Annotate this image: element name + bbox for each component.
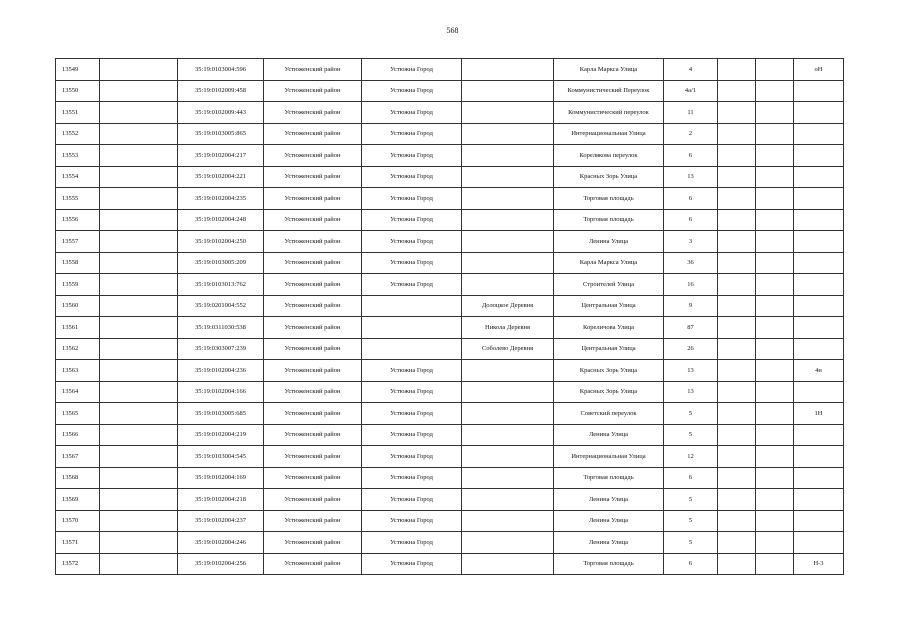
apartment-cell <box>756 274 794 296</box>
table-row <box>56 166 844 188</box>
apartment-cell <box>756 231 794 253</box>
table-row <box>56 338 844 360</box>
table-row <box>56 274 844 296</box>
premises-cell: Н-3 <box>794 553 844 575</box>
district-cell: Устюженский район <box>264 317 362 339</box>
city-cell: Устюжна Город <box>362 553 462 575</box>
cadastral-number-cell: 35:19:0102004:235 <box>178 188 264 210</box>
house-number-cell: 36 <box>664 252 718 274</box>
apartment-cell <box>756 424 794 446</box>
street-cell: Ленина Улица <box>554 231 664 253</box>
district-cell: Устюженский район <box>264 553 362 575</box>
row-id-cell: 13561 <box>56 317 100 339</box>
apartment-cell <box>756 123 794 145</box>
district-cell: Устюженский район <box>264 145 362 167</box>
house-number-cell: 5 <box>664 532 718 554</box>
district-cell: Устюженский район <box>264 424 362 446</box>
table-row <box>56 317 844 339</box>
house-number-cell: 9 <box>664 295 718 317</box>
city-cell: Устюжна Город <box>362 123 462 145</box>
cadastral-number-cell: 35:19:0103005:685 <box>178 403 264 425</box>
table-row <box>56 59 844 81</box>
street-cell: Ленина Улица <box>554 424 664 446</box>
village-cell <box>462 231 554 253</box>
blank-cell <box>100 188 178 210</box>
cadastral-number-cell: 35:19:0201004:552 <box>178 295 264 317</box>
blank-cell <box>100 102 178 124</box>
city-cell: Устюжна Город <box>362 489 462 511</box>
cadastral-number-cell: 35:19:0103004:545 <box>178 446 264 468</box>
row-id-cell: 13549 <box>56 59 100 81</box>
table-row <box>56 510 844 532</box>
street-cell: Советский переулок <box>554 403 664 425</box>
cadastral-number-cell: 35:19:0102004:246 <box>178 532 264 554</box>
apartment-cell <box>756 295 794 317</box>
street-cell: Торговая площадь <box>554 209 664 231</box>
premises-cell <box>794 532 844 554</box>
village-cell: Долоцкое Деревня <box>462 295 554 317</box>
table-row <box>56 553 844 575</box>
house-number-cell: 13 <box>664 381 718 403</box>
apartment-cell <box>756 102 794 124</box>
street-cell: Коммунистический Переулок <box>554 80 664 102</box>
district-cell: Устюженский район <box>264 252 362 274</box>
building-cell <box>718 510 756 532</box>
blank-cell <box>100 145 178 167</box>
table-row <box>56 489 844 511</box>
city-cell: Устюжна Город <box>362 424 462 446</box>
building-cell <box>718 489 756 511</box>
building-cell <box>718 553 756 575</box>
apartment-cell <box>756 166 794 188</box>
apartment-cell <box>756 532 794 554</box>
row-id-cell: 13557 <box>56 231 100 253</box>
blank-cell <box>100 489 178 511</box>
street-cell: Коммунистический переулок <box>554 102 664 124</box>
blank-cell <box>100 446 178 468</box>
city-cell: Устюжна Город <box>362 446 462 468</box>
row-id-cell: 13554 <box>56 166 100 188</box>
blank-cell <box>100 338 178 360</box>
premises-cell <box>794 166 844 188</box>
premises-cell <box>794 231 844 253</box>
city-cell: Устюжна Город <box>362 166 462 188</box>
village-cell <box>462 489 554 511</box>
apartment-cell <box>756 188 794 210</box>
city-cell <box>362 338 462 360</box>
city-cell: Устюжна Город <box>362 532 462 554</box>
village-cell <box>462 145 554 167</box>
cadastral-number-cell: 35:19:0102004:256 <box>178 553 264 575</box>
premises-cell <box>794 188 844 210</box>
registry-table <box>55 58 844 575</box>
table-row <box>56 446 844 468</box>
building-cell <box>718 360 756 382</box>
row-id-cell: 13558 <box>56 252 100 274</box>
table-row <box>56 424 844 446</box>
street-cell: Красных Зорь Улица <box>554 166 664 188</box>
city-cell: Устюжна Город <box>362 381 462 403</box>
district-cell: Устюженский район <box>264 209 362 231</box>
street-cell: Центральная Улица <box>554 338 664 360</box>
table-row <box>56 295 844 317</box>
street-cell: Интернациональная Улица <box>554 446 664 468</box>
house-number-cell: 5 <box>664 489 718 511</box>
village-cell: Никола Деревня <box>462 317 554 339</box>
premises-cell <box>794 489 844 511</box>
house-number-cell: 5 <box>664 510 718 532</box>
row-id-cell: 13569 <box>56 489 100 511</box>
street-cell: Карла Маркса Улица <box>554 252 664 274</box>
table-row <box>56 403 844 425</box>
street-cell: Центральная Улица <box>554 295 664 317</box>
district-cell: Устюженский район <box>264 102 362 124</box>
district-cell: Устюженский район <box>264 403 362 425</box>
cadastral-number-cell: 35:19:0102004:166 <box>178 381 264 403</box>
street-cell: Торговая площадь <box>554 467 664 489</box>
building-cell <box>718 123 756 145</box>
district-cell: Устюженский район <box>264 489 362 511</box>
cadastral-number-cell: 35:19:0311030:538 <box>178 317 264 339</box>
table-row <box>56 252 844 274</box>
house-number-cell: 3 <box>664 231 718 253</box>
premises-cell <box>794 317 844 339</box>
row-id-cell: 13553 <box>56 145 100 167</box>
blank-cell <box>100 166 178 188</box>
building-cell <box>718 145 756 167</box>
table-row <box>56 209 844 231</box>
row-id-cell: 13567 <box>56 446 100 468</box>
apartment-cell <box>756 489 794 511</box>
village-cell <box>462 188 554 210</box>
premises-cell <box>794 252 844 274</box>
blank-cell <box>100 59 178 81</box>
blank-cell <box>100 123 178 145</box>
district-cell: Устюженский район <box>264 123 362 145</box>
premises-cell <box>794 446 844 468</box>
village-cell <box>462 59 554 81</box>
building-cell <box>718 274 756 296</box>
row-id-cell: 13568 <box>56 467 100 489</box>
building-cell <box>718 188 756 210</box>
city-cell: Устюжна Город <box>362 231 462 253</box>
premises-cell <box>794 424 844 446</box>
city-cell: Устюжна Город <box>362 360 462 382</box>
cadastral-number-cell: 35:19:0102004:250 <box>178 231 264 253</box>
blank-cell <box>100 553 178 575</box>
premises-cell <box>794 209 844 231</box>
table-row <box>56 360 844 382</box>
apartment-cell <box>756 467 794 489</box>
row-id-cell: 13552 <box>56 123 100 145</box>
row-id-cell: 13566 <box>56 424 100 446</box>
village-cell <box>462 446 554 468</box>
building-cell <box>718 532 756 554</box>
street-cell: Карла Маркса Улица <box>554 59 664 81</box>
building-cell <box>718 80 756 102</box>
row-id-cell: 13563 <box>56 360 100 382</box>
district-cell: Устюженский район <box>264 166 362 188</box>
building-cell <box>718 424 756 446</box>
blank-cell <box>100 80 178 102</box>
district-cell: Устюженский район <box>264 446 362 468</box>
village-cell <box>462 123 554 145</box>
cadastral-number-cell: 35:19:0303007:239 <box>178 338 264 360</box>
row-id-cell: 13556 <box>56 209 100 231</box>
city-cell: Устюжна Город <box>362 510 462 532</box>
blank-cell <box>100 274 178 296</box>
registry-rows <box>56 59 844 575</box>
premises-cell <box>794 338 844 360</box>
house-number-cell: 6 <box>664 209 718 231</box>
blank-cell <box>100 403 178 425</box>
cadastral-number-cell: 35:19:0102004:237 <box>178 510 264 532</box>
cadastral-number-cell: 35:19:0102009:443 <box>178 102 264 124</box>
street-cell: Интернациональная Улица <box>554 123 664 145</box>
district-cell: Устюженский район <box>264 338 362 360</box>
cadastral-number-cell: 35:19:0102004:221 <box>178 166 264 188</box>
district-cell: Устюженский район <box>264 381 362 403</box>
blank-cell <box>100 209 178 231</box>
blank-cell <box>100 467 178 489</box>
city-cell: Устюжна Город <box>362 188 462 210</box>
street-cell: Строителей Улица <box>554 274 664 296</box>
apartment-cell <box>756 145 794 167</box>
street-cell: Ленина Улица <box>554 532 664 554</box>
cadastral-number-cell: 35:19:0102004:236 <box>178 360 264 382</box>
village-cell <box>462 360 554 382</box>
building-cell <box>718 317 756 339</box>
building-cell <box>718 252 756 274</box>
house-number-cell: 13 <box>664 166 718 188</box>
city-cell: Устюжна Город <box>362 403 462 425</box>
cadastral-number-cell: 35:19:0103013:762 <box>178 274 264 296</box>
apartment-cell <box>756 553 794 575</box>
table-row <box>56 145 844 167</box>
building-cell <box>718 59 756 81</box>
street-cell: Красных Зорь Улица <box>554 360 664 382</box>
blank-cell <box>100 424 178 446</box>
blank-cell <box>100 381 178 403</box>
house-number-cell: 4 <box>664 59 718 81</box>
premises-cell: 1Н <box>794 403 844 425</box>
district-cell: Устюженский район <box>264 467 362 489</box>
house-number-cell: 2 <box>664 123 718 145</box>
cadastral-number-cell: 35:19:0102004:217 <box>178 145 264 167</box>
house-number-cell: 6 <box>664 467 718 489</box>
house-number-cell: 87 <box>664 317 718 339</box>
cadastral-number-cell: 35:19:0103005:865 <box>178 123 264 145</box>
row-id-cell: 13570 <box>56 510 100 532</box>
building-cell <box>718 403 756 425</box>
city-cell <box>362 295 462 317</box>
blank-cell <box>100 510 178 532</box>
premises-cell <box>794 467 844 489</box>
cadastral-number-cell: 35:19:0102009:458 <box>178 80 264 102</box>
table-row <box>56 231 844 253</box>
building-cell <box>718 209 756 231</box>
cadastral-number-cell: 35:19:0102004:218 <box>178 489 264 511</box>
village-cell <box>462 510 554 532</box>
village-cell <box>462 166 554 188</box>
house-number-cell: 26 <box>664 338 718 360</box>
district-cell: Устюженский район <box>264 231 362 253</box>
table-row <box>56 123 844 145</box>
cadastral-number-cell: 35:19:0102004:219 <box>178 424 264 446</box>
village-cell <box>462 274 554 296</box>
premises-cell <box>794 102 844 124</box>
row-id-cell: 13559 <box>56 274 100 296</box>
blank-cell <box>100 532 178 554</box>
cadastral-number-cell: 35:19:0103005:209 <box>178 252 264 274</box>
apartment-cell <box>756 510 794 532</box>
premises-cell <box>794 295 844 317</box>
table-row <box>56 188 844 210</box>
apartment-cell <box>756 252 794 274</box>
apartment-cell <box>756 360 794 382</box>
street-cell: Корелякова переулок <box>554 145 664 167</box>
district-cell: Устюженский район <box>264 510 362 532</box>
apartment-cell <box>756 403 794 425</box>
row-id-cell: 13560 <box>56 295 100 317</box>
district-cell: Устюженский район <box>264 188 362 210</box>
city-cell: Устюжна Город <box>362 467 462 489</box>
city-cell: Устюжна Город <box>362 59 462 81</box>
premises-cell: оН <box>794 59 844 81</box>
building-cell <box>718 102 756 124</box>
district-cell: Устюженский район <box>264 59 362 81</box>
table-row <box>56 381 844 403</box>
street-cell: Кореличова Улица <box>554 317 664 339</box>
street-cell: Красных Зорь Улица <box>554 381 664 403</box>
city-cell: Устюжна Город <box>362 145 462 167</box>
blank-cell <box>100 231 178 253</box>
district-cell: Устюженский район <box>264 532 362 554</box>
table-row <box>56 80 844 102</box>
premises-cell <box>794 123 844 145</box>
row-id-cell: 13555 <box>56 188 100 210</box>
street-cell: Торговая площадь <box>554 188 664 210</box>
village-cell <box>462 102 554 124</box>
building-cell <box>718 295 756 317</box>
house-number-cell: 16 <box>664 274 718 296</box>
house-number-cell: 12 <box>664 446 718 468</box>
premises-cell: 4н <box>794 360 844 382</box>
village-cell <box>462 424 554 446</box>
premises-cell <box>794 510 844 532</box>
street-cell: Ленина Улица <box>554 510 664 532</box>
apartment-cell <box>756 209 794 231</box>
building-cell <box>718 446 756 468</box>
apartment-cell <box>756 381 794 403</box>
city-cell: Устюжна Город <box>362 80 462 102</box>
house-number-cell: 11 <box>664 102 718 124</box>
blank-cell <box>100 252 178 274</box>
apartment-cell <box>756 338 794 360</box>
premises-cell <box>794 145 844 167</box>
row-id-cell: 13565 <box>56 403 100 425</box>
house-number-cell: 6 <box>664 553 718 575</box>
building-cell <box>718 381 756 403</box>
village-cell <box>462 80 554 102</box>
village-cell <box>462 532 554 554</box>
premises-cell <box>794 80 844 102</box>
house-number-cell: 13 <box>664 360 718 382</box>
apartment-cell <box>756 446 794 468</box>
blank-cell <box>100 295 178 317</box>
city-cell: Устюжна Город <box>362 209 462 231</box>
building-cell <box>718 231 756 253</box>
district-cell: Устюженский район <box>264 274 362 296</box>
premises-cell <box>794 274 844 296</box>
city-cell: Устюжна Город <box>362 252 462 274</box>
house-number-cell: 6 <box>664 145 718 167</box>
building-cell <box>718 338 756 360</box>
city-cell <box>362 317 462 339</box>
district-cell: Устюженский район <box>264 360 362 382</box>
street-cell: Ленина Улица <box>554 489 664 511</box>
house-number-cell: 6 <box>664 188 718 210</box>
house-number-cell: 5 <box>664 424 718 446</box>
street-cell: Торговая площадь <box>554 553 664 575</box>
blank-cell <box>100 317 178 339</box>
district-cell: Устюженский район <box>264 295 362 317</box>
table-row <box>56 102 844 124</box>
city-cell: Устюжна Город <box>362 102 462 124</box>
village-cell <box>462 553 554 575</box>
cadastral-number-cell: 35:19:0102004:169 <box>178 467 264 489</box>
village-cell <box>462 252 554 274</box>
cadastral-number-cell: 35:19:0102004:248 <box>178 209 264 231</box>
village-cell: Соболево Деревня <box>462 338 554 360</box>
city-cell: Устюжна Город <box>362 274 462 296</box>
row-id-cell: 13551 <box>56 102 100 124</box>
village-cell <box>462 381 554 403</box>
row-id-cell: 13572 <box>56 553 100 575</box>
village-cell <box>462 467 554 489</box>
table-row <box>56 467 844 489</box>
apartment-cell <box>756 59 794 81</box>
page-number: 568 <box>446 26 459 35</box>
building-cell <box>718 166 756 188</box>
row-id-cell: 13571 <box>56 532 100 554</box>
house-number-cell: 5 <box>664 403 718 425</box>
village-cell <box>462 403 554 425</box>
table-row <box>56 532 844 554</box>
building-cell <box>718 467 756 489</box>
row-id-cell: 13564 <box>56 381 100 403</box>
premises-cell <box>794 381 844 403</box>
apartment-cell <box>756 80 794 102</box>
blank-cell <box>100 360 178 382</box>
row-id-cell: 13562 <box>56 338 100 360</box>
apartment-cell <box>756 317 794 339</box>
district-cell: Устюженский район <box>264 80 362 102</box>
house-number-cell: 4а/1 <box>664 80 718 102</box>
village-cell <box>462 209 554 231</box>
cadastral-number-cell: 35:19:0103004:596 <box>178 59 264 81</box>
row-id-cell: 13550 <box>56 80 100 102</box>
